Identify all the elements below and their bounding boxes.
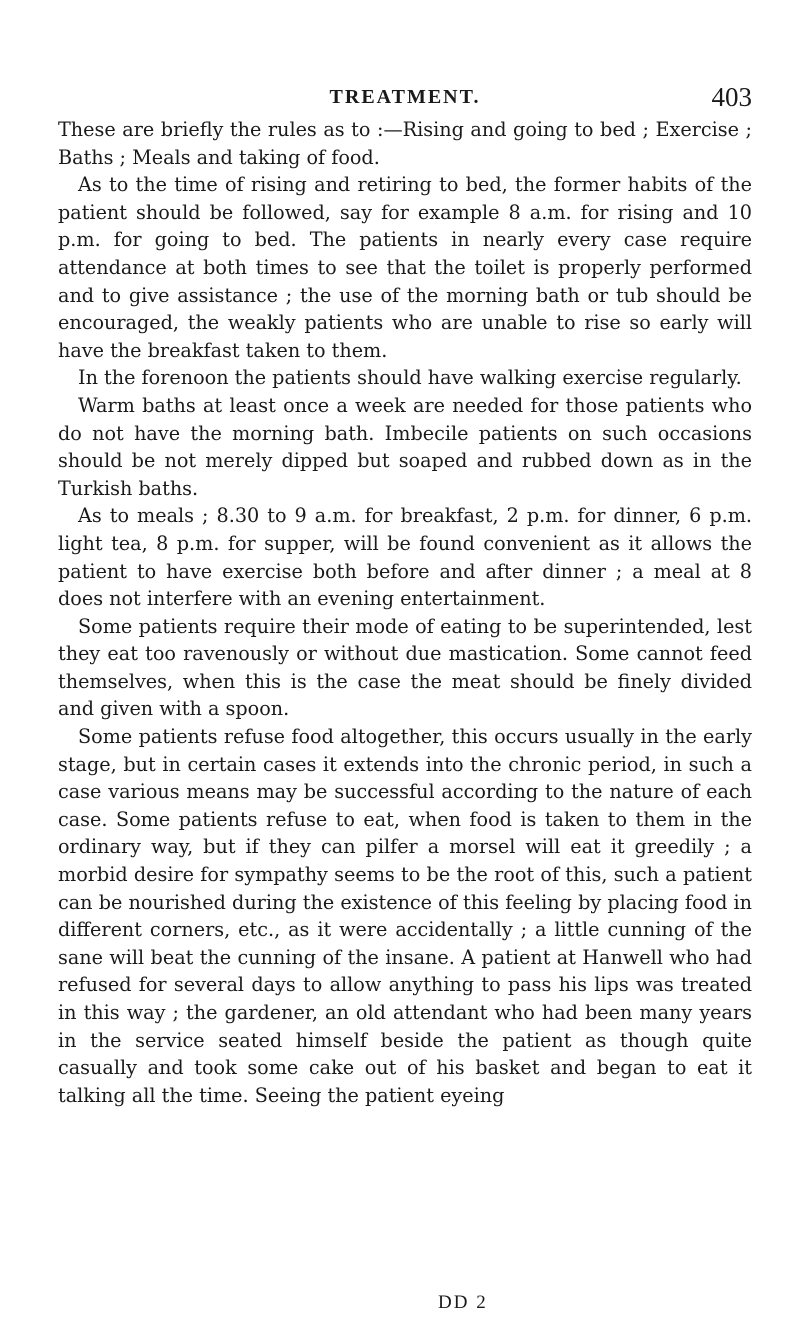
book-page: [58, 82, 752, 1109]
paragraph: Warm baths at least once a week are needed for those patients who do not have the morning bath. Imbecile patients on such occasions should be not merely dipped but soaped and rubbed down as in the Turkish baths.: [58, 393, 752, 500]
paragraph: Some patients require their mode of eating to be superintended, lest they eat too ravenously or without due mastication. Some cannot feed themselves, when this is the case the meat should be finely divided and given with a spoon.: [58, 614, 752, 721]
signature-mark: DD 2: [438, 1292, 488, 1313]
paragraph: These are briefly the rules as to :—Rising and going to bed ; Exercise ; Baths ; Meals and taking of food.: [58, 118, 752, 169]
paragraph: In the forenoon the patients should have walking exercise regularly.: [78, 366, 742, 390]
paragraph: As to meals ; 8.30 to 9 a.m. for breakfast, 2 p.m. for dinner, 6 p.m. light tea, 8 p.m. for supper, will be found convenient as it allows the patient to have exercise both before and after dinner ; a meal at 8 does not interfere with an evening entertainment.: [58, 504, 752, 611]
page-number: 403: [711, 82, 752, 112]
paragraph: As to the time of rising and retiring to bed, the former habits of the patient should be followed, say for example 8 a.m. for rising and 10 p.m. for going to bed. The patients in nearly every case require attendance at both times to see that the toilet is properly performed and to give assistance ; the use of the morning bath or tub should be encouraged, the weakly patients who are unable to rise so early will have the breakfast taken to them.: [58, 173, 752, 362]
paragraph: Some patients refuse food altogether, this occurs usually in the early stage, but in certain cases it extends into the chronic period, in such a case various means may be successful according to the nature of each case. Some patients refuse to eat, when food is taken to them in the ordinary way, but if they can pilfer a morsel will eat it greedily ; a morbid desire for sympathy seems to be the root of this, such a patient can be nourished during the existence of this feeling by placing food in different corners, etc., as it were accidentally ; a little cunning of the sane will beat the cunning of the insane. A patient at Hanwell who had refused for several days to allow anything to pass his lips was treated in this way ; the gardener, an old attendant who had been many years in the service seated himself beside the patient as though quite casually and took some cake out of his basket and began to eat it talking all the time. Seeing the patient eyeing: [58, 725, 752, 1107]
running-head: TREATMENT.: [329, 86, 481, 108]
page-header: [58, 82, 752, 116]
body-text: [58, 116, 752, 1109]
